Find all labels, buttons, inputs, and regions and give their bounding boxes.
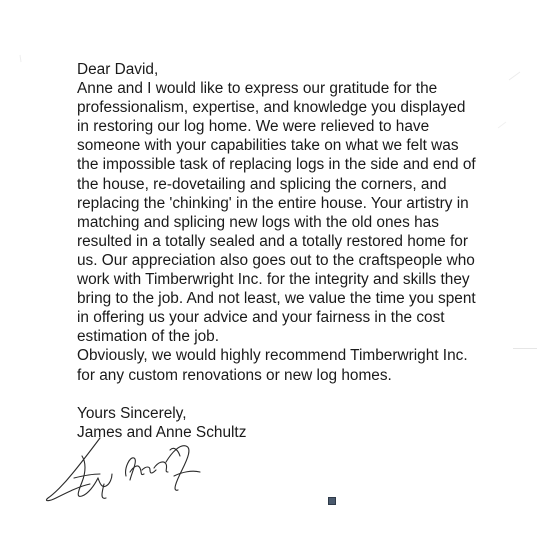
body-line: estimation of the job. [77,328,220,346]
body-line: us. Our appreciation also goes out to the craftspeople who [77,251,475,269]
signatory: James and Anne Schultz [77,423,247,441]
body-line: resulted in a totally sealed and a totally restored home for [77,232,468,250]
handwritten-signature [42,432,212,522]
paragraph-gap [77,385,547,404]
body-line: the impossible task of replacing logs in the side and end of [77,156,476,174]
body-line: for any custom renovations or new log homes. [77,366,392,384]
body-line: matching and splicing new logs with the old ones has [77,213,439,231]
letter [77,60,547,442]
body-line: in offering us your advice and your fairness in the cost [77,309,445,327]
body-line: in restoring our log home. We were relieved to have [77,118,430,136]
closing: Yours Sincerely, [77,404,187,422]
body-line: bring to the job. And not least, we value the time you spent [77,290,476,308]
body-line: Anne and I would like to express our gratitude for the [77,80,438,98]
body-line: replacing the 'chinking' in the entire house. Your artistry in [77,194,469,212]
body-line: work with Timberwright Inc. for the integrity and skills they [77,271,470,289]
body-line: the house, re-dovetailing and splicing the corners, and [77,175,447,193]
body-line: Obviously, we would highly recommend Timberwright Inc. [77,347,468,365]
scan-artifact [328,497,336,505]
scan-artifact [513,348,537,349]
body-line: professionalism, expertise, and knowledge you displayed [77,99,466,117]
body-line: someone with your capabilities take on what we felt was [77,137,459,155]
salutation: Dear David, [77,61,159,78]
